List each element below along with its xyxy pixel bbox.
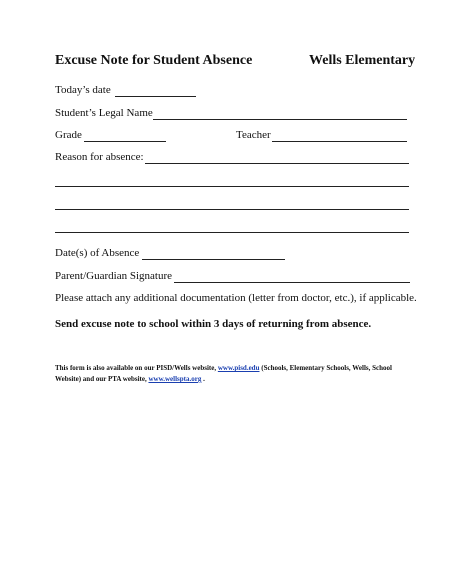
- teacher-line[interactable]: [272, 141, 407, 142]
- grade-label: Grade: [55, 129, 82, 141]
- attach-instruction: Please attach any additional documentation (letter from doctor, etc.), if applicable.: [55, 292, 417, 304]
- footer-text-3: .: [203, 375, 205, 383]
- legal-name-label: Student’s Legal Name: [55, 107, 153, 119]
- reason-line-3[interactable]: [55, 209, 409, 210]
- legal-name-line[interactable]: [153, 119, 407, 120]
- pisd-website-link[interactable]: www.pisd.edu: [217, 364, 260, 372]
- todays-date-label: Today’s date: [55, 84, 111, 96]
- reason-line-1[interactable]: [145, 163, 409, 164]
- grade-line[interactable]: [84, 141, 166, 142]
- dates-of-absence-label: Date(s) of Absence: [55, 247, 140, 259]
- reason-line-2[interactable]: [55, 186, 409, 187]
- teacher-label: Teacher: [236, 129, 271, 141]
- signature-label: Parent/Guardian Signature: [55, 270, 172, 282]
- dates-of-absence-line[interactable]: [142, 259, 285, 260]
- form-title: Excuse Note for Student Absence: [55, 53, 253, 68]
- reason-line-4[interactable]: [55, 232, 409, 233]
- todays-date-line[interactable]: [115, 96, 196, 97]
- pta-website-link[interactable]: www.wellspta.org: [148, 375, 202, 383]
- footer-text-1: This form is also available on our PISD/Wells website,: [55, 364, 217, 372]
- reason-label: Reason for absence:: [55, 151, 144, 163]
- school-name: Wells Elementary: [309, 53, 416, 68]
- footer-note: [55, 363, 417, 385]
- footer-text-2: (Schools, Elementary Schools, Wells, School Website) and our PTA website,: [55, 364, 392, 383]
- send-instruction: Send excuse note to school within 3 days of returning from absence.: [55, 318, 372, 330]
- signature-line[interactable]: [174, 282, 410, 283]
